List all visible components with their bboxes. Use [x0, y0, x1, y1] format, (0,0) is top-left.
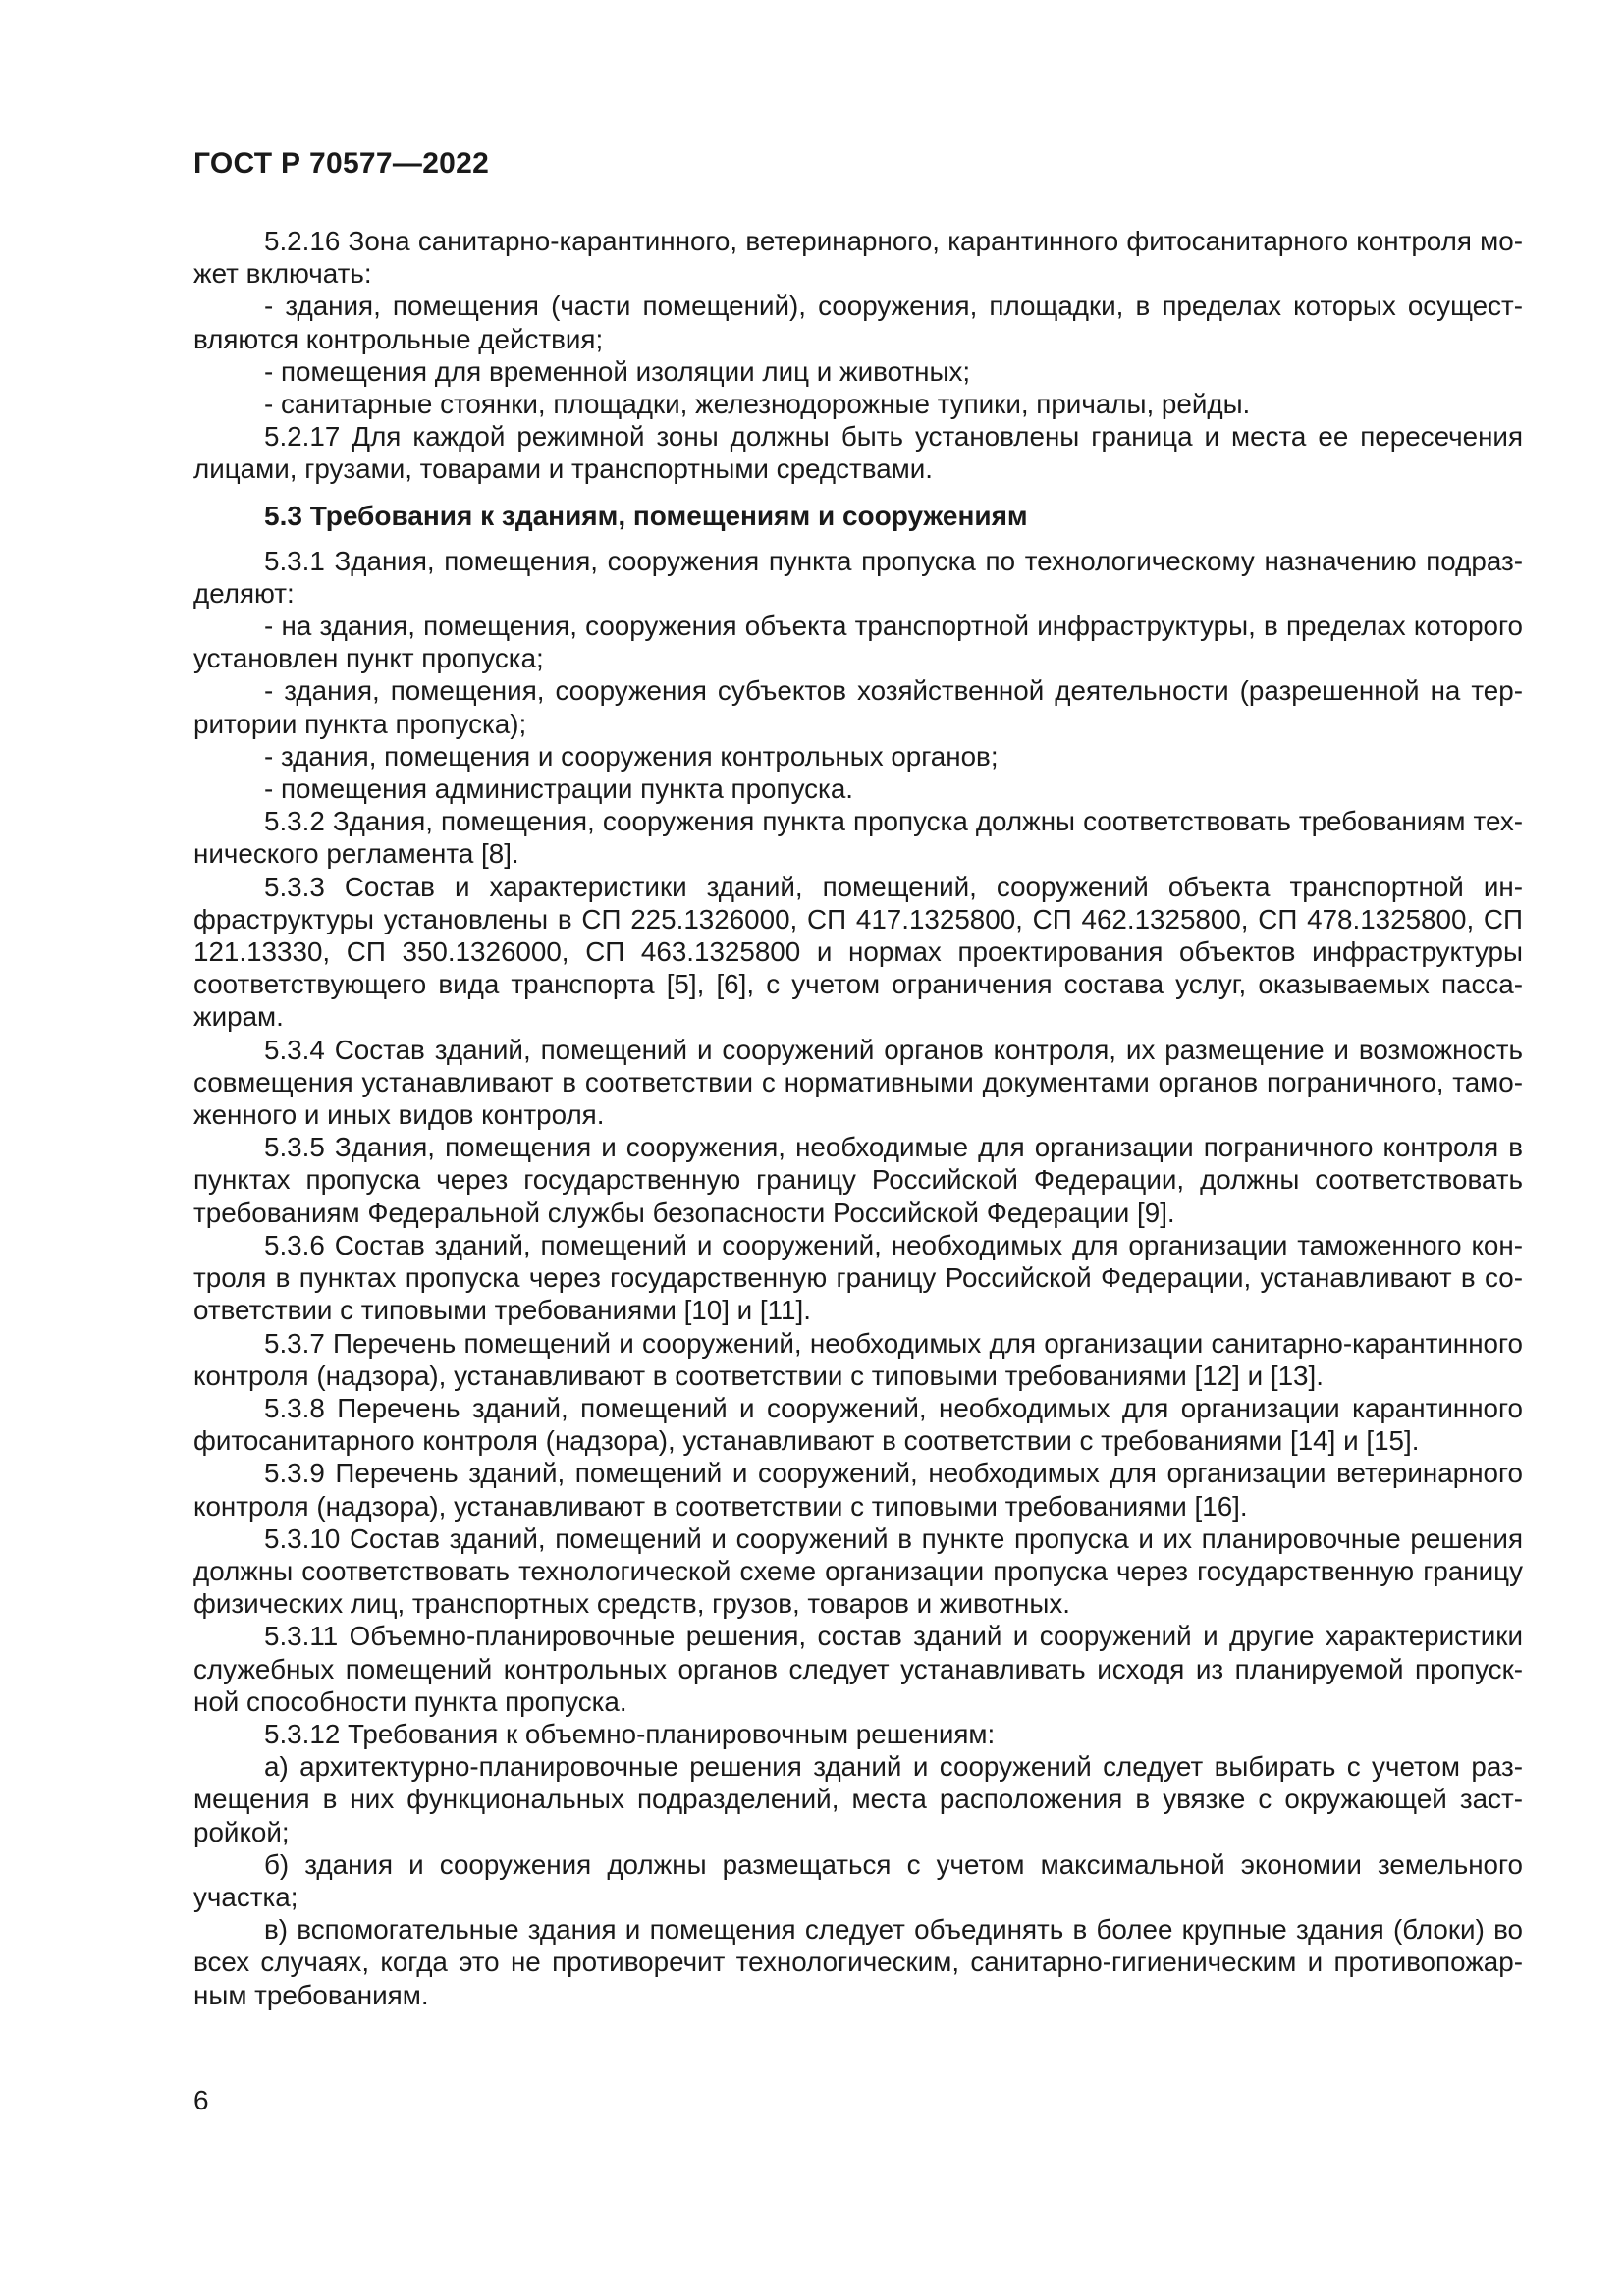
list-item: - помещения для временной изоляции лиц и животных;: [264, 355, 971, 387]
clause-5-3-11: 5.3.11 Объемно-планировочные решения, состав зданий и сооружений и другие характеристики служебных помещений контрольных органов следует устанавливать исходя из планируемой пропускной способности пункта пропуска.: [193, 1621, 1523, 1717]
clause-5-3-2: 5.3.2 Здания, помещения, сооружения пункта пропуска должны соответствовать требованиям технического регламента [8].: [193, 806, 1523, 870]
clause-5-3-9: 5.3.9 Перечень зданий, помещений и сооружений, необходимых для организации ветеринарного контроля (надзора), устанавливают в соответствии с типовыми требованиями [16].: [193, 1458, 1523, 1522]
clause-5-3-12: 5.3.12 Требования к объемно-планировочным решениям:: [264, 1718, 996, 1749]
document-body: [193, 225, 1523, 2011]
clause-5-2-17: 5.2.17 Для каждой режимной зоны должны быть установлены граница и места ее пересечения лицами, грузами, товарами и транспортными средствами.: [193, 421, 1523, 485]
clause-5-3-7: 5.3.7 Перечень помещений и сооружений, необходимых для организации санитарно-карантинного контроля (надзора), устанавливают в соответствии с типовыми требованиями [12] и [13].: [193, 1327, 1523, 1391]
clause-5-3-10: 5.3.10 Состав зданий, помещений и сооружений в пункте пропуска и их планировочные решения должны соответствовать технологической схеме организации пропуска через государственную границу физических лиц, транспортных средств, грузов, товаров и животных.: [193, 1522, 1523, 1620]
document-code-header: ГОСТ Р 70577—2022: [193, 147, 490, 180]
clause-5-3-8: 5.3.8 Перечень зданий, помещений и сооружений, необходимых для организации карантинного фитосанитарного контроля (надзора), устанавливают в соответствии с требованиями [14] и [15].: [193, 1392, 1523, 1457]
clause-5-3-3: 5.3.3 Состав и характеристики зданий, помещений, сооружений объекта транспортной инфраструктуры установлены в СП 225.1326000, СП 417.1325800, СП 462.1325800, СП 478.1325800, СП 121.13330, СП 350.1326000, СП 463.1325800 и нормах проектирования объектов инфраструктуры соответствующего вида транспорта [5], [6], с учетом ограничения состава услуг, оказываемых пассажирам.: [193, 871, 1523, 1033]
list-item: в) вспомогательные здания и помещения следует объединять в более крупные здания (блоки) во всех случаях, когда это не противоречит технологическим, санитарно-гигиеническим и противопожарным требованиям.: [193, 1914, 1523, 2010]
list-item: - на здания, помещения, сооружения объекта транспортной инфраструктуры, в пределах которого установлен пункт пропуска;: [193, 611, 1523, 674]
list-item: - помещения администрации пункта пропуска.: [264, 774, 854, 805]
list-item: - здания, помещения (части помещений), сооружения, площадки, в пределах которых осуществляются контрольные действия;: [193, 291, 1523, 354]
clause-5-3-6: 5.3.6 Состав зданий, помещений и сооружений, необходимых для организации таможенного контроля в пунктах пропуска через государственную границу Российской Федерации, устанавливают в соответствии с типовыми требованиями [10] и [11].: [193, 1229, 1523, 1326]
list-item: - санитарные стоянки, площадки, железнодорожные тупики, причалы, рейды.: [264, 389, 1251, 420]
list-item: - здания, помещения, сооружения субъектов хозяйственной деятельности (разрешенной на территории пункта пропуска);: [193, 675, 1523, 739]
list-item: б) здания и сооружения должны размещаться с учетом максимальной экономии земельного участка;: [193, 1848, 1523, 1912]
list-item: а) архитектурно-планировочные решения зданий и сооружений следует выбирать с учетом размещения в них функциональных подразделений, места расположения в увязке с окружающей застройкой;: [193, 1751, 1523, 1847]
clause-5-2-16: 5.2.16 Зона санитарно-карантинного, ветеринарного, карантинного фитосанитарного контроля может включать:: [193, 226, 1523, 290]
page-number: 6: [193, 2085, 209, 2115]
clause-5-3-1: 5.3.1 Здания, помещения, сооружения пункта пропуска по технологическому назначению подразделяют:: [193, 545, 1523, 609]
clause-5-3-5: 5.3.5 Здания, помещения и сооружения, необходимые для организации пограничного контроля в пунктах пропуска через государственную границу Российской Федерации, должны соответствовать требованиям Федеральной службы безопасности Российской Федерации [9].: [193, 1132, 1523, 1228]
clause-5-3-4: 5.3.4 Состав зданий, помещений и сооружений органов контроля, их размещение и возможность совмещения устанавливают в соответствии с нормативными документами органов пограничного, таможенного и иных видов контроля.: [193, 1034, 1523, 1131]
section-heading-5-3: 5.3 Требования к зданиям, помещениям и сооружениям: [264, 500, 1028, 531]
list-item: - здания, помещения и сооружения контрольных органов;: [264, 740, 999, 772]
